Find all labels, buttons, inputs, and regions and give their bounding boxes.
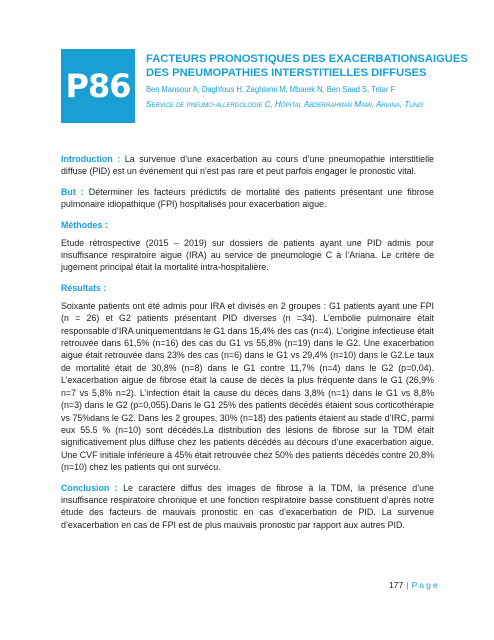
abstract-number: P86 — [65, 67, 131, 105]
methodes-label: Méthodes : — [61, 219, 108, 230]
abstract-title: FACTEURS PRONOSTIQUES DES EXACERBATIONSAIGUES DES PNEUMOPATHIES INTERSTITIELLES DIFFUSES — [146, 53, 468, 79]
resultats-text: Soixante patients ont été admis pour IRA et divisés en 2 groupes : G1 patients ayant une FPI (n = 26) et G2 patients présentant PID diverses (n =34). L’embolie pulmonaire était responsable d’IRA uniquementdans le G1 dans 15,4% des cas (n=4). L’origine infectieuse était retrouvée dans 61,5% (n=16) des cas du G1 vs 55,8% (n=19) dans le G2. Une exacerbation aigue était retrouvée dans 23% des cas (n=6) dans le G1 vs 29,4% (n=10) dans le G2.Le taux de mortalité était de 30,8% (n=8) dans le G1 contre 11,7% (n=4) dans le G2 (p=0,04). L’exacerbation aigue de fibrose était la cause de décès la plus fréquente dans le G1 (26,9% n=7 vs 5,8% n=2). L’infection était la cause du décès dans 3,8% (n=1) dans le G1 vs 8,8% (n=3) dans le G2 (p=0,055).Dans le G1 25% des patients décédés étaient sous corticothérapie vs 75%dans le G2. Dans les 2 groupes, 30% (n=18) des patients étaient au stade d’IRC, parmi eux 55.5 % (n=10) sont décédés.La distribution des lésions de fibrose sur la TDM était significativement plus diffuse chez les patients décédés au décours d’une exacerbation aigue. Une CVF initiale inférieure à 45% était retrouvée chez 50% des patients décédés contre 20,8% (n=10) chez les patients qui ont survécu. — [61, 300, 434, 473]
conclusion-label: Conclusion : — [61, 482, 118, 493]
methodes-text: Etude rétrospective (2015 – 2019) sur dossiers de patients ayant une PID admis pour insuffisance respiratoire aigue (IRA) au service de pneumologie C à l’Ariana. Le critère de jugement principal était la mortalité intra-hospitalière. — [61, 237, 434, 273]
introduction-paragraph — [61, 153, 434, 178]
introduction-text: La survenue d’une exacerbation au cours d’une pneumopathie interstitielle diffuse (PID) est un événement qui n’est pas rare et peut parfois engager le pronostic vital. — [61, 154, 434, 177]
page-footer — [389, 580, 440, 590]
conclusion-text: Le caractère diffus des images de fibrose à la TDM, la présence d’une insuffisance respiratoire chronique et une fonction respiratoire basse constituent d’après notre étude des facteurs de mauvais pronostic en cas d’exacerbation de PID. La survenue d’exacerbation en cas de FPI est de plus mauvais pronostic par rapport aux autres PID. — [61, 482, 434, 530]
but-text: Déterminer les facteurs prédictifs de mortalité des patients présentant une fibrose pulmonaire idiopathique (FPI) hospitalisés pour exacerbation aigue. — [61, 186, 434, 210]
abstract-header — [146, 52, 481, 109]
author-list: Ben Mansour A, Daghfous H, Zaghlami M, Mbarek N, Ben Saad S, Tritar F — [146, 84, 396, 94]
page-label: Page — [411, 580, 440, 590]
but-paragraph — [61, 186, 434, 211]
introduction-label: Introduction : — [61, 154, 121, 164]
but-label: But : — [61, 186, 84, 197]
affiliation: Service de pneumo-allergologie C, Hôpital Abderrahman Mami, Ariana, Tunis — [146, 100, 424, 109]
footer-separator: | — [406, 580, 409, 590]
abstract-body — [61, 153, 434, 539]
page-number: 177 — [389, 580, 404, 590]
conclusion-paragraph — [61, 482, 434, 532]
abstract-number-badge — [61, 49, 135, 123]
resultats-label: Résultats : — [61, 282, 107, 293]
